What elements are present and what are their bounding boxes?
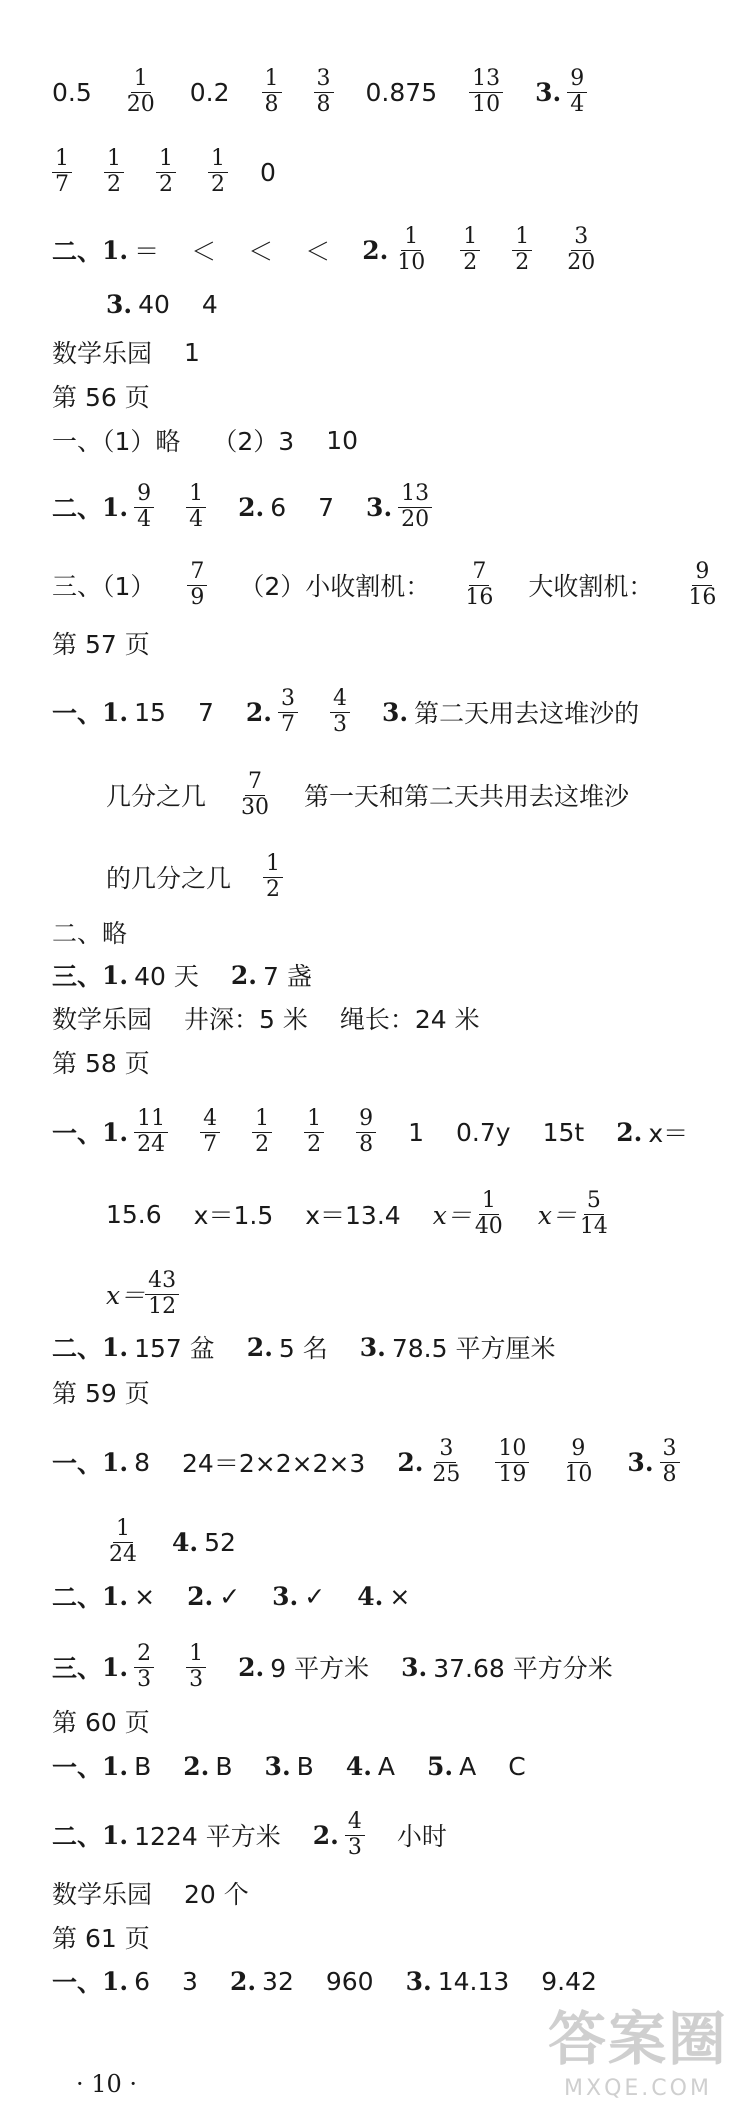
denominator: 20: [126, 91, 155, 117]
fraction: [460, 225, 480, 275]
section-marker: 一、: [52, 1119, 103, 1149]
numerator: 1: [186, 482, 206, 508]
answer-text: 井深：5 米: [184, 1005, 308, 1034]
page-number: · 10 ·: [76, 2070, 138, 2098]
question-number: 3.: [359, 1332, 386, 1362]
question-number: 2.: [616, 1117, 643, 1147]
answer-text: ×: [389, 1581, 411, 1611]
denominator: 2: [266, 876, 281, 902]
answer-text: 0.875: [365, 77, 438, 107]
fraction: [186, 482, 206, 532]
answer-line: [52, 1107, 722, 1157]
question-number: 1.: [102, 1652, 129, 1682]
fraction: [561, 1437, 595, 1487]
answer-line: [106, 1517, 722, 1567]
fraction: [252, 1107, 272, 1157]
answer-text: 3: [182, 1966, 198, 1996]
answer-text: 第 57 页: [52, 630, 150, 659]
numerator: 1: [52, 147, 72, 173]
answer-text: 绳长：24 米: [339, 1005, 480, 1034]
fraction: [104, 147, 124, 197]
question-number: 2.: [183, 1751, 210, 1781]
fraction: [577, 1189, 611, 1239]
denominator: 30: [241, 794, 270, 820]
numerator: 1: [479, 1189, 499, 1215]
answer-text: 几分之几: [106, 782, 207, 812]
answer-text: 0.2: [189, 77, 230, 107]
question-number: 3.: [535, 77, 562, 107]
numerator: 3: [278, 687, 298, 713]
denominator: 7: [203, 1131, 218, 1157]
numerator: 3: [571, 225, 591, 251]
numerator: 4: [345, 1810, 365, 1836]
fraction: [106, 1517, 140, 1567]
denominator: 3: [137, 1666, 152, 1692]
fraction: [134, 482, 154, 532]
fraction: [145, 1269, 179, 1319]
numerator: 13: [469, 67, 503, 93]
question-number: 2.: [245, 697, 272, 727]
answer-text: 0.5: [52, 77, 92, 107]
numerator: 1: [263, 852, 283, 878]
answer-text: 第 58 页: [52, 1049, 150, 1078]
question-number: 2.: [312, 1820, 339, 1850]
answer-line: [106, 1189, 722, 1239]
denominator: 25: [432, 1461, 461, 1487]
answer-text: 10: [326, 425, 359, 455]
answer-text: C: [508, 1751, 526, 1781]
fraction: [660, 1437, 680, 1487]
numerator: 5: [584, 1189, 604, 1215]
section-marker: 二、: [52, 1822, 103, 1852]
fraction: [186, 1642, 206, 1692]
answer-text: A: [459, 1751, 477, 1781]
equation: [538, 1189, 611, 1239]
answer-text: 24＝2×2×2×3: [182, 1449, 366, 1479]
answer-text: 5 名: [278, 1334, 328, 1363]
answer-line: [52, 1329, 722, 1365]
numerator: 7: [245, 770, 265, 796]
numerator: 1: [156, 147, 176, 173]
answer-line: [52, 957, 722, 993]
fraction: [462, 560, 496, 610]
answer-line: [52, 687, 722, 737]
section-marker: 一、: [52, 699, 103, 729]
numerator: 3: [436, 1437, 456, 1463]
question-number: 2.: [229, 1966, 257, 1996]
numerator: 9: [134, 482, 154, 508]
answer-text: 第 60 页: [52, 1708, 150, 1737]
answer-text: B: [134, 1751, 152, 1781]
question-number: 2.: [246, 1332, 273, 1362]
answer-line: [52, 1703, 722, 1739]
denominator: 7: [280, 711, 295, 737]
answer-text: B: [296, 1751, 314, 1781]
denominator: 14: [579, 1213, 608, 1239]
equation-lhs: x＝: [537, 1201, 577, 1231]
section-marker: 二、: [52, 1583, 103, 1612]
answer-line: [52, 147, 722, 197]
numerator: 1: [262, 67, 282, 93]
section-marker: 三、: [52, 962, 103, 991]
denominator: 12: [148, 1293, 177, 1319]
question-number: 2.: [187, 1581, 214, 1611]
answer-text: （2）小收割机：: [239, 572, 431, 602]
answer-line: [52, 1374, 722, 1410]
answer-text: 15: [134, 697, 166, 727]
answer-text: 0.7y: [456, 1117, 511, 1147]
answer-text: 第 61 页: [52, 1924, 150, 1953]
numerator: 4: [200, 1107, 220, 1133]
answer-text: 14.13: [437, 1966, 510, 1996]
question-number: 3.: [381, 697, 409, 727]
answer-line: [52, 1919, 722, 1955]
watermark-site: MXQE.COM: [564, 2076, 712, 2101]
denominator: 2: [159, 171, 173, 197]
denominator: 2: [515, 249, 530, 275]
numerator: 7: [469, 560, 489, 586]
question-number: 3.: [366, 492, 393, 522]
answer-text: （2）3: [212, 427, 295, 456]
denominator: 24: [137, 1131, 166, 1157]
numerator: 1: [113, 1517, 133, 1543]
answer-line: [106, 1269, 722, 1319]
fraction: [278, 687, 298, 737]
answer-text: ＝: [134, 237, 160, 267]
denominator: 10: [564, 1461, 593, 1487]
answer-text: 8: [134, 1447, 151, 1477]
answer-text: A: [377, 1751, 396, 1781]
denominator: 8: [662, 1461, 677, 1487]
question-number: 3.: [272, 1581, 299, 1611]
numerator: 9: [567, 67, 587, 93]
question-number: 2.: [238, 1652, 265, 1682]
numerator: 9: [356, 1107, 376, 1133]
answer-text: ✓: [304, 1581, 326, 1611]
fraction: [469, 67, 503, 117]
answer-line: [52, 1875, 722, 1911]
fraction: [394, 225, 428, 275]
denominator: 2: [255, 1131, 270, 1157]
question-number: 3.: [264, 1751, 291, 1781]
answer-line: [52, 1437, 722, 1487]
answer-text: 157 盆: [134, 1334, 215, 1363]
numerator: 1: [186, 1642, 206, 1668]
answer-line: [52, 1578, 722, 1614]
question-number: 4.: [357, 1581, 384, 1611]
answer-text: 数学乐园: [52, 1880, 153, 1909]
denominator: 3: [189, 1666, 204, 1692]
numerator: 1: [304, 1107, 324, 1133]
denominator: 9: [190, 584, 205, 610]
numerator: 9: [692, 560, 712, 586]
equation-lhs: x＝: [106, 1281, 146, 1311]
question-number: 1.: [102, 1332, 129, 1362]
fraction: [429, 1437, 463, 1487]
fraction: [156, 147, 176, 197]
numerator: 13: [398, 482, 432, 508]
question-number: 1.: [102, 1117, 129, 1147]
fraction: [472, 1189, 506, 1239]
watermark-text: 答案圈: [547, 2005, 728, 2073]
numerator: 1: [512, 225, 532, 251]
question-number: 4.: [345, 1751, 372, 1781]
question-number: 1.: [102, 1447, 129, 1477]
fraction: [263, 852, 283, 902]
denominator: 2: [463, 249, 478, 275]
denominator: 2: [107, 171, 121, 197]
question-number: 1.: [102, 1751, 129, 1781]
section-marker: 二、: [52, 1334, 103, 1363]
numerator: 3: [314, 67, 334, 93]
numerator: 1: [460, 225, 480, 251]
fraction: [330, 687, 350, 737]
answer-text: 9 平方米: [270, 1654, 370, 1684]
answer-text: 6: [134, 1966, 151, 1996]
answer-text: 1224 平方米: [134, 1822, 281, 1852]
denominator: 2: [211, 171, 225, 197]
numerator: 1: [131, 67, 151, 93]
denominator: 24: [109, 1541, 137, 1567]
answer-line: [52, 914, 722, 950]
question-number: 1.: [102, 960, 129, 990]
fraction: [356, 1107, 376, 1157]
answer-text: B: [215, 1751, 233, 1781]
answer-text: ＜: [305, 237, 331, 267]
answer-text: 52: [204, 1527, 236, 1557]
answer-text: 数学乐园: [52, 1005, 153, 1034]
numerator: 1: [104, 147, 124, 173]
numerator: 43: [145, 1269, 179, 1295]
answer-text: 的几分之几: [106, 864, 232, 894]
answer-line: [52, 334, 722, 370]
answer-text: ＜: [191, 237, 217, 267]
answer-text: 1: [408, 1117, 425, 1147]
question-number: 1.: [102, 1820, 129, 1850]
section-marker: 二、: [52, 237, 103, 267]
denominator: 3: [347, 1834, 362, 1860]
answer-text: 9.42: [541, 1966, 597, 1996]
section-marker: 一、: [52, 1753, 103, 1782]
answer-text: 40: [138, 290, 170, 319]
fraction: [495, 1437, 529, 1487]
question-number: 5.: [427, 1751, 454, 1781]
fraction: [52, 147, 72, 197]
answer-text: 32: [262, 1966, 294, 1996]
denominator: 3: [332, 711, 347, 737]
numerator: 10: [495, 1437, 529, 1463]
fraction: [124, 67, 158, 117]
denominator: 10: [397, 249, 426, 275]
numerator: 9: [568, 1437, 588, 1463]
denominator: 19: [498, 1461, 527, 1487]
answer-text: ＜: [248, 237, 274, 267]
answer-line: [52, 422, 722, 458]
answer-line: [52, 1000, 722, 1036]
equation: [106, 1269, 179, 1319]
answer-text: x＝: [648, 1119, 689, 1149]
answer-text: 7: [197, 697, 214, 727]
answer-text: 第一天和第二天共用去这堆沙: [304, 782, 630, 812]
answer-text: 第 56 页: [52, 383, 150, 412]
answer-text: 7 盏: [263, 962, 312, 991]
question-number: 1.: [102, 1966, 129, 1996]
answer-text: ✓: [219, 1581, 241, 1611]
fraction: [134, 1107, 168, 1157]
denominator: 4: [189, 506, 204, 532]
answer-line: [52, 1044, 722, 1080]
answer-text: 6: [270, 492, 287, 522]
answer-text: 0: [260, 157, 276, 187]
answer-text: 20 个: [184, 1880, 249, 1909]
answer-text: 4: [201, 290, 218, 319]
denominator: 2: [307, 1131, 322, 1157]
denominator: 40: [474, 1213, 503, 1239]
answer-line: [52, 225, 722, 275]
section-marker: 二、: [52, 494, 103, 524]
answer-text: 960: [325, 1966, 374, 1996]
question-number: 1.: [102, 1581, 129, 1611]
answer-line: [52, 560, 722, 610]
answer-line: [52, 625, 722, 661]
question-number: 1.: [102, 697, 129, 727]
answer-text: 15.6: [106, 1199, 162, 1229]
fraction: [200, 1107, 220, 1157]
numerator: 7: [187, 560, 207, 586]
answer-line: [106, 770, 722, 820]
question-number: 3.: [106, 290, 133, 319]
question-number: 1.: [102, 492, 129, 522]
fraction: [567, 67, 587, 117]
answer-text: 三、（1）: [52, 572, 156, 602]
question-number: 3.: [401, 1652, 428, 1682]
denominator: 4: [570, 91, 585, 117]
section-marker: 三、: [52, 1654, 103, 1684]
section-marker: 一、: [52, 1449, 103, 1479]
section-marker: 一、: [52, 1968, 103, 1997]
fraction: [238, 770, 272, 820]
question-number: 2.: [397, 1447, 424, 1477]
answer-text: 数学乐园: [52, 339, 153, 368]
answer-text: 15t: [542, 1117, 585, 1147]
fraction: [345, 1810, 365, 1860]
question-number: 3.: [405, 1966, 432, 1996]
answer-text: 78.5 平方厘米: [391, 1334, 556, 1363]
denominator: 8: [264, 91, 279, 117]
answer-line: [52, 67, 722, 117]
answer-line: [52, 1748, 722, 1784]
answer-text: 第二天用去这堆沙的: [414, 699, 640, 729]
denominator: 8: [359, 1131, 374, 1157]
answer-text: x＝1.5: [193, 1201, 274, 1231]
numerator: 1: [208, 147, 228, 173]
fraction: [187, 560, 207, 610]
question-number: 2.: [238, 492, 265, 522]
answer-text: 大收割机：: [528, 572, 654, 602]
equation-lhs: x＝: [432, 1201, 472, 1231]
answer-text: 二、略: [52, 919, 128, 948]
answer-text: 小时: [396, 1822, 447, 1852]
fraction: [314, 67, 334, 117]
answer-text: x＝13.4: [305, 1201, 401, 1231]
answer-text: 第 59 页: [52, 1379, 150, 1408]
answer-text: 1: [184, 337, 200, 367]
denominator: 4: [137, 506, 152, 532]
answer-text: 40 天: [134, 962, 199, 991]
numerator: 11: [134, 1107, 168, 1133]
answer-text: 7: [318, 492, 335, 522]
question-number: 1.: [102, 235, 129, 265]
equation: [433, 1189, 506, 1239]
answer-line: [52, 1810, 722, 1860]
fraction: [512, 225, 532, 275]
numerator: 2: [134, 1642, 154, 1668]
numerator: 4: [330, 687, 350, 713]
question-number: 2.: [230, 960, 257, 990]
fraction: [208, 147, 228, 197]
denominator: 16: [465, 584, 494, 610]
denominator: 8: [316, 91, 331, 117]
answer-text: 37.68 平方分米: [433, 1654, 613, 1684]
fraction: [262, 67, 282, 117]
answer-line: [106, 852, 722, 902]
question-number: 4.: [172, 1527, 199, 1557]
denominator: 20: [401, 506, 430, 532]
watermark-logo: [548, 1992, 728, 2101]
fraction: [304, 1107, 324, 1157]
fraction: [134, 1642, 154, 1692]
question-number: 3.: [627, 1447, 654, 1477]
denominator: 7: [55, 171, 69, 197]
fraction: [685, 560, 719, 610]
denominator: 10: [472, 91, 501, 117]
answer-line: [106, 290, 722, 319]
question-number: 2.: [362, 235, 389, 265]
fraction: [398, 482, 432, 532]
answer-text: 一、（1）略: [52, 427, 181, 456]
answer-line: [52, 1642, 722, 1692]
fraction: [564, 225, 598, 275]
answer-line: [52, 378, 722, 414]
denominator: 16: [688, 584, 717, 610]
denominator: 20: [567, 249, 596, 275]
answer-text: ×: [134, 1581, 156, 1611]
numerator: 1: [252, 1107, 272, 1133]
answer-line: [52, 482, 722, 532]
numerator: 1: [401, 225, 421, 251]
numerator: 3: [660, 1437, 680, 1463]
